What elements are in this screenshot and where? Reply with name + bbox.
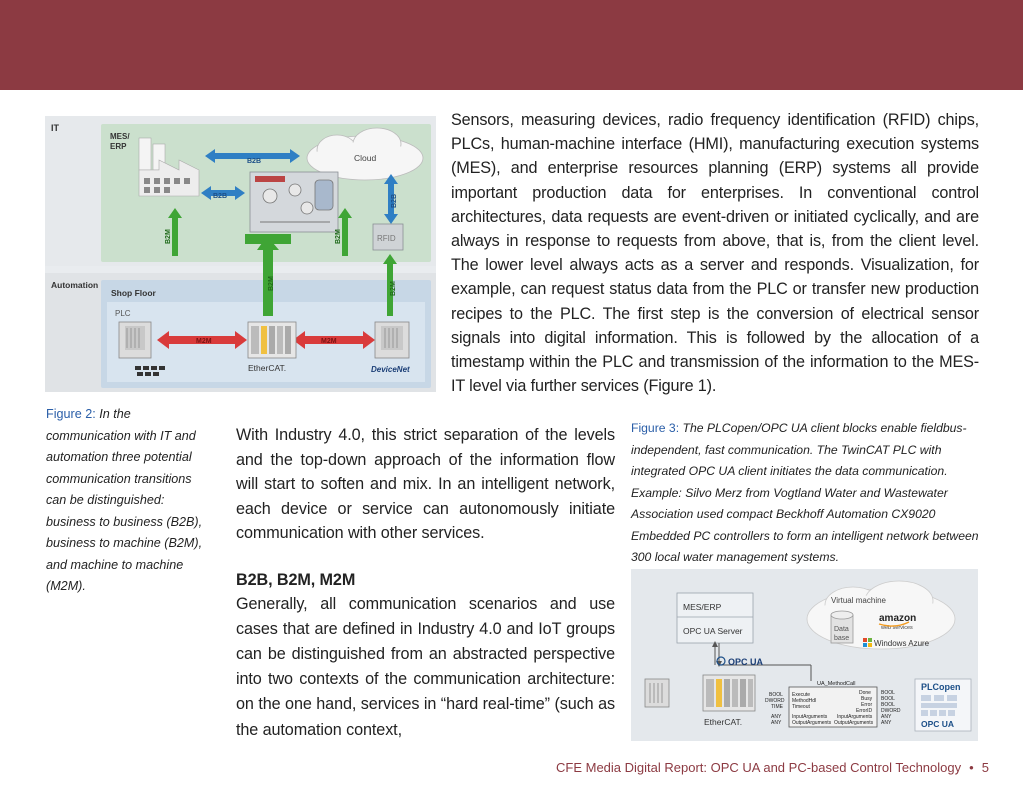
database-label-1: Data [834, 626, 849, 633]
right-type-5: ANY [881, 720, 892, 726]
right-pin-3: ErrorID [856, 708, 873, 714]
section-heading: B2B, B2M, M2M [236, 570, 356, 589]
b2m-right-label: B2M [335, 229, 342, 244]
b2m-center-label: B2M [268, 276, 275, 291]
right-pin-0: Done [859, 690, 871, 696]
cloud-label: Cloud [354, 153, 377, 163]
figure-2-caption-text: In the communication with IT and automation three potential communication transitions can be distinguished: business to business (B2B), business to machine (B2M), and machine to machine (M2M). [46, 407, 203, 593]
footer-text: CFE Media Digital Report: OPC UA and PC-based Control Technology [556, 760, 962, 775]
plcopen-label: PLCopen [921, 682, 961, 692]
database-label-2: base [834, 635, 850, 642]
top-paragraph: Sensors, measuring devices, radio frequency identification (RFID) chips, PLCs, human-machine interface (HMI), manufacturing execution systems (MES), and enterprise resources planning (ERP) systems all provide important production data for enterprises. In conventional control architectures, data requests are event-driven or initiated cyclically, and are always in response to requests from above, that is, from the client level. The lower level always acts as a server and responds. Visualization, for example, can request status data from the PLC or transfer new production recipes to the PLC. The first step is the conversion of electrical sensor signals into digital information. This is followed by the allocation of a timestamp within the PLC and transmission of the information to the MES-IT level via further services (Figure 1). [451, 111, 979, 396]
devicenet-label: DeviceNet [371, 365, 410, 374]
right-pin-1: Busy [861, 696, 873, 702]
right-pin-5: OutputArguments [834, 720, 874, 726]
left-pin-0: Execute [792, 692, 811, 698]
opc-ua-badge-label: OPC UA [921, 719, 955, 729]
windows-azure-label: Windows Azure [874, 639, 930, 648]
header-band [0, 0, 1023, 90]
ua-method-call-label: UA_MethodCall [817, 681, 856, 687]
automation-label: Automation [51, 280, 99, 290]
right-type-3: DWORD [881, 708, 901, 714]
page-number: 5 [981, 760, 989, 775]
right-type-4: ANY [881, 714, 892, 720]
ethercat-label: EtherCAT. [248, 363, 287, 373]
plc-label: PLC [115, 309, 131, 318]
ethercat-controller-icon [248, 322, 296, 358]
figure-3-caption-text: The PLCopen/OPC UA client blocks enable fieldbus-independent, fast communication. The TwinCAT PLC with integrated OPC UA client initiates the data communication. Example: Silvo Merz from Vogtland Water and Wastewater Association used compact Beckhoff Automation CX9020 Embedded PC controllers to form an intelligent network between 300 local water management systems. [631, 421, 979, 564]
b2b-mid-label: B2B [213, 193, 228, 200]
figure-2-diagram [45, 116, 436, 392]
figure-3-diagram [631, 569, 978, 741]
mes-erp-label-1: MES/ [110, 132, 130, 141]
b2m-far-right-label: B2M [390, 281, 397, 296]
m2m-left-label: M2M [196, 338, 212, 345]
virtual-machine-label: Virtual machine [831, 596, 886, 605]
footer-bullet: • [969, 760, 974, 775]
figure-2-caption [46, 404, 206, 598]
opc-ua-server-label: OPC UA Server [683, 626, 743, 636]
mes-erp-label-2: ERP [110, 142, 127, 151]
figure-2-caption-label: Figure 2: [46, 407, 96, 421]
m2m-right-label: M2M [321, 338, 337, 345]
right-type-0: BOOL [881, 690, 895, 696]
left-type-3: ANY [771, 714, 782, 720]
it-label: IT [51, 123, 59, 133]
left-pin-4: OutputArguments [792, 720, 832, 726]
left-pin-2: Timeout [792, 704, 810, 710]
plc-left-icon [645, 679, 669, 707]
left-type-2: TIME [771, 704, 783, 710]
rfid-label: RFID [377, 234, 396, 243]
left-type-0: BOOL [769, 692, 783, 698]
plc-right-icon [375, 322, 409, 358]
ethercat-label: EtherCAT. [704, 717, 743, 727]
left-pin-1: MethodHdl [792, 698, 817, 704]
figure-3-caption-label: Figure 3: [631, 421, 680, 435]
left-type-4: ANY [771, 720, 782, 726]
b2b-vertical-label: B2B [391, 193, 398, 208]
amazon-label: amazon [879, 613, 917, 624]
b2b-top-label: B2B [247, 158, 262, 165]
right-type-1: BOOL [881, 696, 895, 702]
left-pin-3: InputArguments [792, 714, 828, 720]
right-pin-2: Error [861, 702, 873, 708]
controller-icon [703, 675, 755, 711]
left-type-1: DWORD [765, 698, 785, 704]
right-pin-4: InputArguments [837, 714, 873, 720]
plc-left-icon [119, 322, 151, 358]
b2b-b2m-m2m-paragraph: Generally, all communication scenarios and use cases that are defined in Industry 4.0 and IoT groups can be distinguished from an abstracted perspective into two contexts of the communication architecture: on the one hand, services in “hard real-time” (such as the automation context, [236, 594, 615, 739]
shop-floor-label: Shop Floor [111, 288, 156, 298]
middle-column [236, 423, 615, 743]
figure-3-caption [631, 418, 981, 569]
opc-ua-logo-label: OPC UA [728, 657, 764, 667]
b2m-left-label: B2M [165, 229, 172, 244]
mes-erp-label: MES/ERP [683, 602, 722, 612]
machine-icon [250, 172, 338, 232]
web-services-label: web services [881, 625, 913, 631]
industry-40-paragraph: With Industry 4.0, this strict separation of the levels and the top-down approach of the information flow will start to soften and mix. In an intelligent network, each device or service can autonomously initiate communication with other services. [236, 426, 615, 542]
footer [556, 760, 989, 775]
right-type-2: BOOL [881, 702, 895, 708]
